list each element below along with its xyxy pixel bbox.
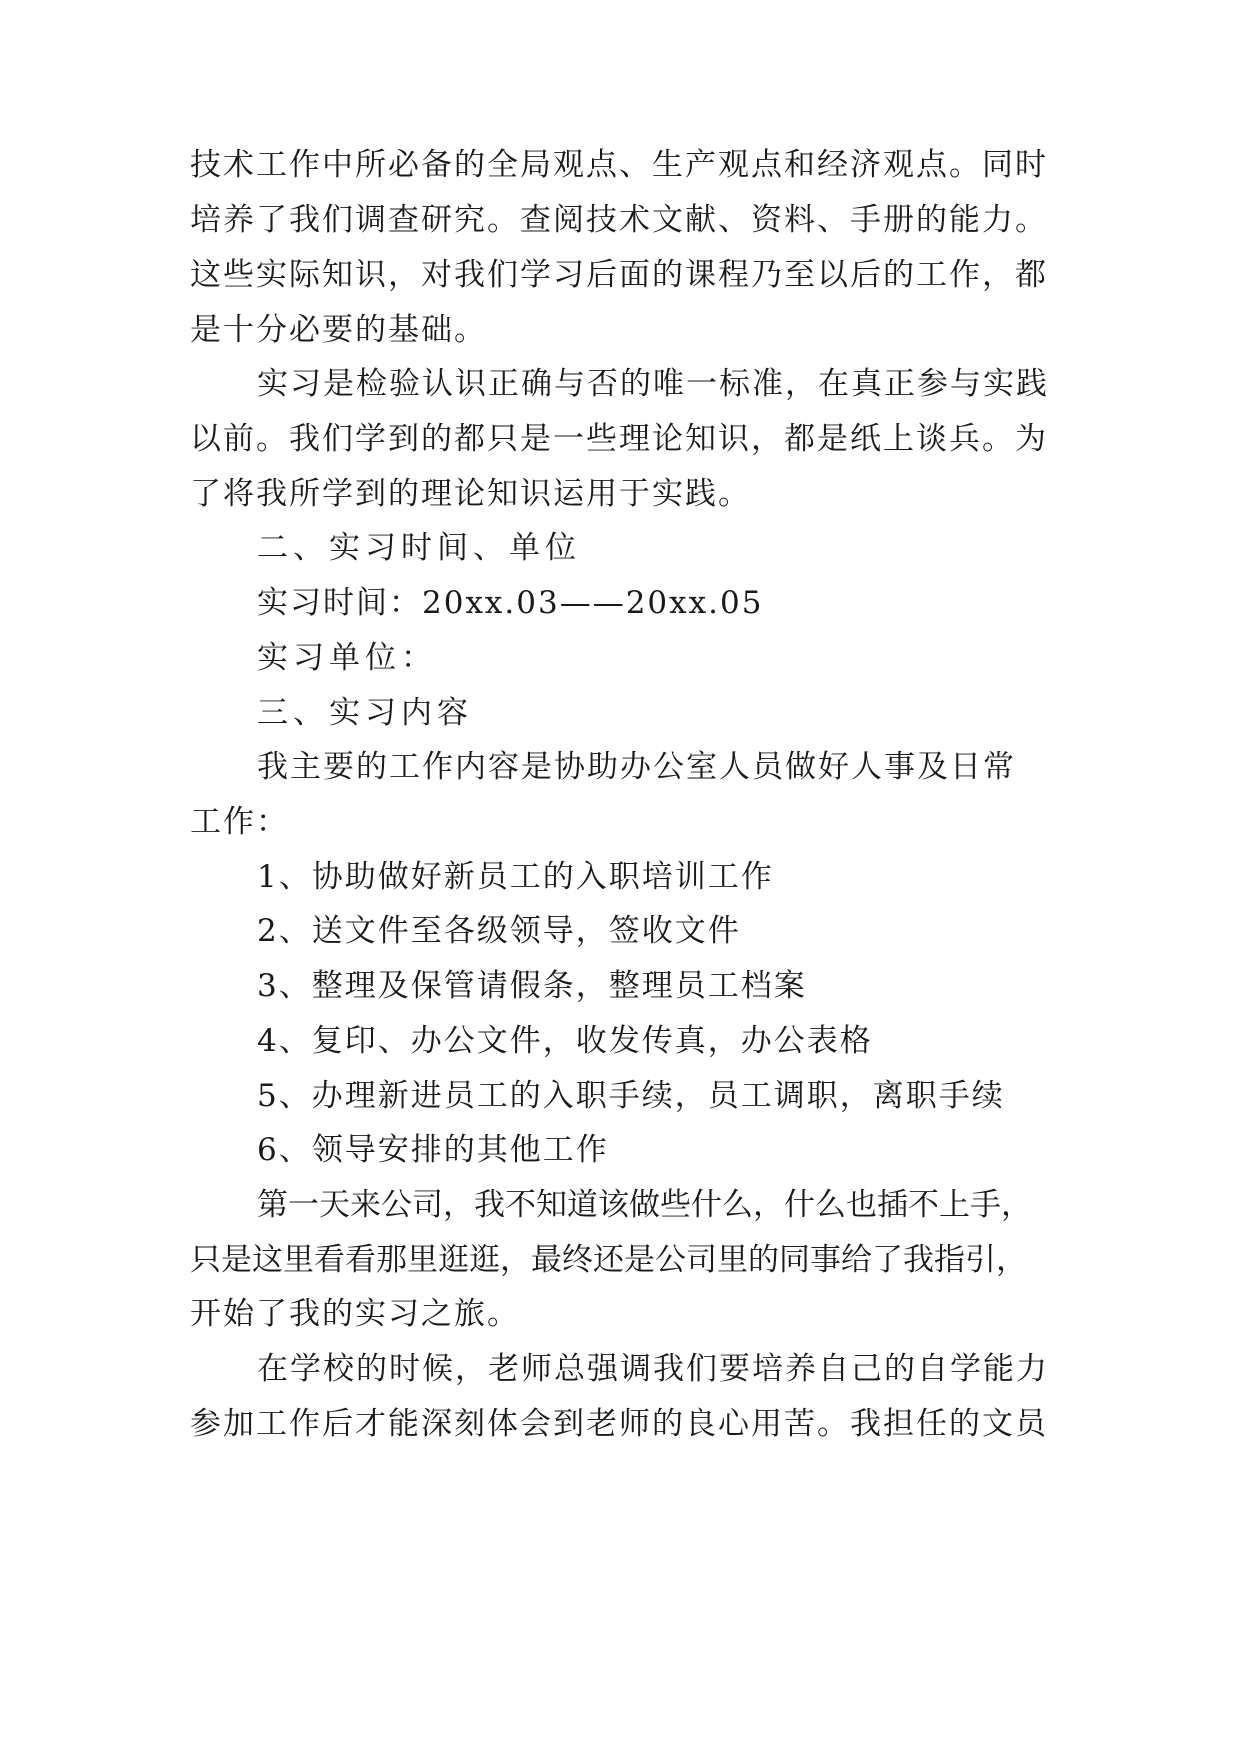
text-line: 实习时间：20xx.03——20xx.05 — [257, 585, 764, 621]
text-line: 只是这里看看那里逛逛，最终还是公司里的同事给了我指引， — [190, 1242, 1027, 1278]
list-item: 2、送文件至各级领导，签收文件 — [257, 913, 741, 949]
text-line: 实习单位： — [257, 640, 437, 676]
text-line: 在学校的时候，老师总强调我们要培养自己的自学能力 — [257, 1351, 1049, 1387]
list-item: 5、办理新进员工的入职手续，员工调职，离职手续 — [257, 1078, 1005, 1114]
list-item: 6、领导安排的其他工作 — [257, 1132, 609, 1168]
text-line: 这些实际知识，对我们学习后面的课程乃至以后的工作，都 — [190, 257, 1048, 293]
section-heading: 三、实习内容 — [257, 695, 473, 731]
text-line: 开始了我的实习之旅。 — [190, 1296, 520, 1332]
text-line: 工作： — [190, 804, 289, 840]
text-line: 是十分必要的基础。 — [190, 312, 487, 348]
text-line: 培养了我们调查研究。查阅技术文献、资料、手册的能力。 — [190, 202, 1048, 238]
text-line: 了将我所学到的理论知识运用于实践。 — [190, 476, 751, 512]
list-item: 4、复印、办公文件，收发传真，办公表格 — [257, 1023, 873, 1059]
text-line: 实习是检验认识正确与否的唯一标准，在真正参与实践 — [257, 366, 1049, 402]
text-line: 我主要的工作内容是协助办公室人员做好人事及日常 — [257, 749, 1016, 785]
list-item: 1、协助做好新员工的入职培训工作 — [257, 859, 774, 895]
list-item: 3、整理及保管请假条，整理员工档案 — [257, 968, 807, 1004]
text-line: 参加工作后才能深刻体会到老师的良心用苦。我担任的文员 — [190, 1406, 1048, 1442]
text-line: 以前。我们学到的都只是一些理论知识，都是纸上谈兵。为 — [190, 421, 1048, 457]
section-heading: 二、实习时间、单位 — [257, 530, 581, 566]
text-line: 第一天来公司，我不知道该做些什么，什么也插不上手， — [257, 1187, 1032, 1223]
text-line: 技术工作中所必备的全局观点、生产观点和经济观点。同时 — [190, 147, 1048, 183]
